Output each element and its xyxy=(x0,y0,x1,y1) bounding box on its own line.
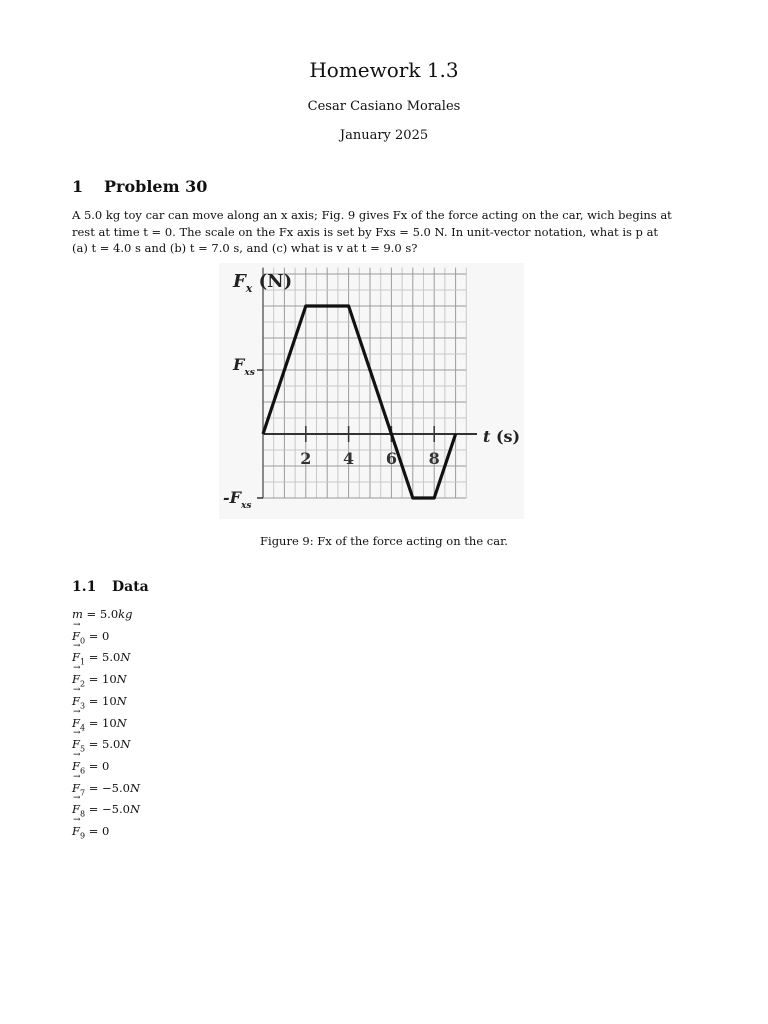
equation-subscript: 3 xyxy=(79,701,86,711)
equation-value: = 0 xyxy=(85,758,110,773)
section-title: Problem 30 xyxy=(104,177,208,196)
equation-symbol: → F xyxy=(72,629,80,643)
y-tick-positive: $F_{xs}$ xyxy=(233,355,255,378)
data-equation xyxy=(72,781,140,797)
equation-value: = 10 xyxy=(85,715,117,730)
equation-unit: N xyxy=(116,672,127,687)
equation-subscript: 0 xyxy=(79,635,86,645)
equation-symbol: → F xyxy=(72,759,80,773)
x-tick-label: 6 xyxy=(385,449,397,468)
equation-subscript: 9 xyxy=(79,831,86,841)
equation-subscript: 2 xyxy=(79,679,86,689)
author-name: Cesar Casiano Morales xyxy=(307,99,461,114)
document-title: Homework 1.3 xyxy=(309,58,459,82)
equation-subscript: 8 xyxy=(79,809,86,819)
document-date: January 2025 xyxy=(339,128,429,143)
equation-unit: N xyxy=(120,650,131,665)
subsection-number: 1.1 xyxy=(72,579,97,595)
equation-symbol: m xyxy=(72,607,83,621)
equation-subscript: 4 xyxy=(79,722,86,732)
y-tick-negative: $-F_{xs}$ xyxy=(223,488,252,511)
equation-subscript: 7 xyxy=(79,787,86,797)
equation-subscript: 6 xyxy=(79,766,86,776)
force-graph xyxy=(219,263,524,519)
equation-subscript: 5 xyxy=(79,744,86,754)
data-equation xyxy=(72,607,133,621)
equation-unit: N xyxy=(129,802,141,817)
equation-symbol: → F xyxy=(72,694,80,708)
subsection-heading xyxy=(72,579,149,595)
x-tick-label: 2 xyxy=(300,449,312,468)
equation-symbol: → F xyxy=(72,737,80,751)
equation-subscript: 1 xyxy=(79,657,86,667)
equation-unit: N xyxy=(120,737,131,752)
equation-unit: N xyxy=(116,715,127,730)
problem-line: (a) t = 4.0 s and (b) t = 7.0 s, and (c) what is v at t = 9.0 s? xyxy=(72,241,418,255)
equation-symbol: → F xyxy=(72,781,80,795)
equation-value: = 10 xyxy=(85,693,117,708)
equation-symbol: → F xyxy=(72,824,80,838)
equation-value: = 5.0 xyxy=(85,650,121,665)
problem-line: A 5.0 kg toy car can move along an x axis; Fig. 9 gives Fx of the force acting on the car, wich begins at xyxy=(72,208,672,222)
equation-value: = −5.0 xyxy=(85,802,130,817)
y-axis-label: $F_x$ (N) xyxy=(233,271,293,295)
section-number: 1 xyxy=(72,177,84,196)
x-axis-label: t (s) xyxy=(483,427,521,446)
equation-symbol: → F xyxy=(72,716,80,730)
equation-unit: N xyxy=(116,693,127,708)
equation-value: = 10 xyxy=(85,672,117,687)
problem-statement xyxy=(72,207,692,257)
force-time-figure xyxy=(219,263,524,519)
equation-symbol: → F xyxy=(72,650,80,664)
equation-value: = 5.0 xyxy=(85,737,121,752)
equation-value: = −5.0 xyxy=(85,780,130,795)
equation-value: = 5.0 xyxy=(82,607,119,621)
equation-symbol: → F xyxy=(72,802,80,816)
data-equation xyxy=(72,802,140,818)
equation-value: = 0 xyxy=(85,824,110,838)
figure-caption: Figure 9: Fx of the force acting on the car. xyxy=(260,534,508,548)
equation-unit: N xyxy=(129,780,141,795)
data-equation xyxy=(72,824,109,840)
subsection-title: Data xyxy=(112,579,149,595)
section-heading xyxy=(72,177,207,196)
equation-symbol: → F xyxy=(72,672,80,686)
problem-line: rest at time t = 0. The scale on the Fx axis is set by Fxs = 5.0 N. In unit-vector notation, what is p at xyxy=(72,224,659,239)
x-tick-label: 8 xyxy=(428,449,440,468)
x-tick-label: 4 xyxy=(343,449,355,468)
equation-unit: kg xyxy=(118,607,133,621)
equation-value: = 0 xyxy=(85,628,110,643)
